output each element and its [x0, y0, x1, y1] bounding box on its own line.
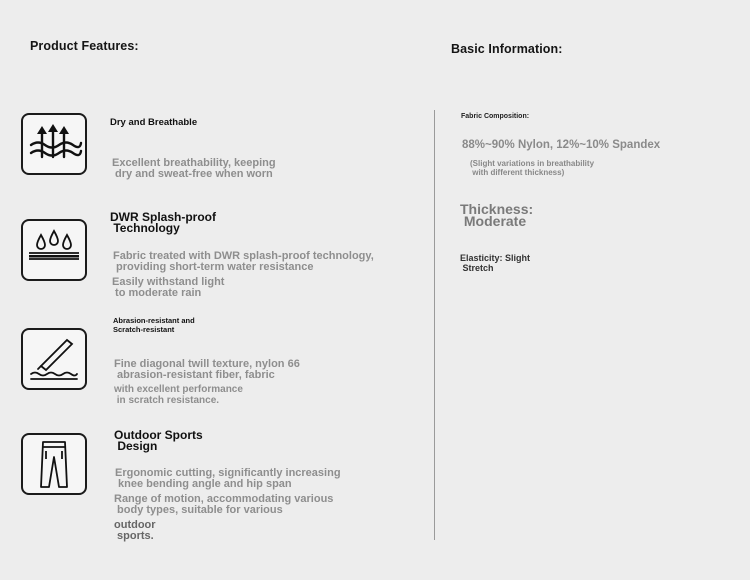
feature-desc-outdoor-2: Range of motion, accommodating various body types, suitable for various [114, 493, 334, 516]
feature-title-dry-breathable: Dry and Breathable [110, 117, 198, 128]
fabric-composition-value: 88%~90% Nylon, 12%~10% Spandex [462, 139, 661, 151]
feature-desc-outdoor-1: Ergonomic cutting, significantly increasing knee bending angle and hip span [115, 467, 341, 490]
water-drops-icon [21, 219, 87, 281]
feature-desc-dry-breathable: Excellent breathability, keeping dry and sweat-free when worn [112, 157, 276, 180]
breathable-arrows-icon [21, 113, 87, 175]
fabric-composition-label: Fabric Composition: [461, 113, 530, 120]
knife-scratch-icon [21, 328, 87, 390]
fabric-composition-note: (Slight variations in breathability with different thickness) [470, 159, 595, 177]
feature-desc-outdoor-3: outdoor sports. [114, 519, 156, 542]
feature-title-outdoor-sports: Outdoor Sports Design [114, 428, 203, 453]
basic-information-heading: Basic Information: [451, 42, 563, 56]
feature-desc-abrasion-2: with excellent performance in scratch resistance. [114, 384, 243, 406]
feature-title-abrasion-resistant: Abrasion-resistant and Scratch-resistant [113, 316, 195, 334]
feature-desc-dwr-1: Fabric treated with DWR splash-proof technology, providing short-term water resistance [113, 250, 374, 273]
product-features-heading: Product Features: [30, 39, 139, 53]
elasticity-info: Elasticity: Slight Stretch [460, 253, 531, 273]
column-divider [434, 110, 435, 540]
thickness-info: Thickness: Moderate [460, 201, 534, 229]
feature-title-dwr-splash-proof: DWR Splash-proof Technology [110, 210, 216, 235]
feature-desc-abrasion-1: Fine diagonal twill texture, nylon 66 abrasion-resistant fiber, fabric [114, 358, 300, 381]
feature-desc-dwr-2: Easily withstand light to moderate rain [112, 276, 225, 299]
pants-icon [21, 433, 87, 495]
